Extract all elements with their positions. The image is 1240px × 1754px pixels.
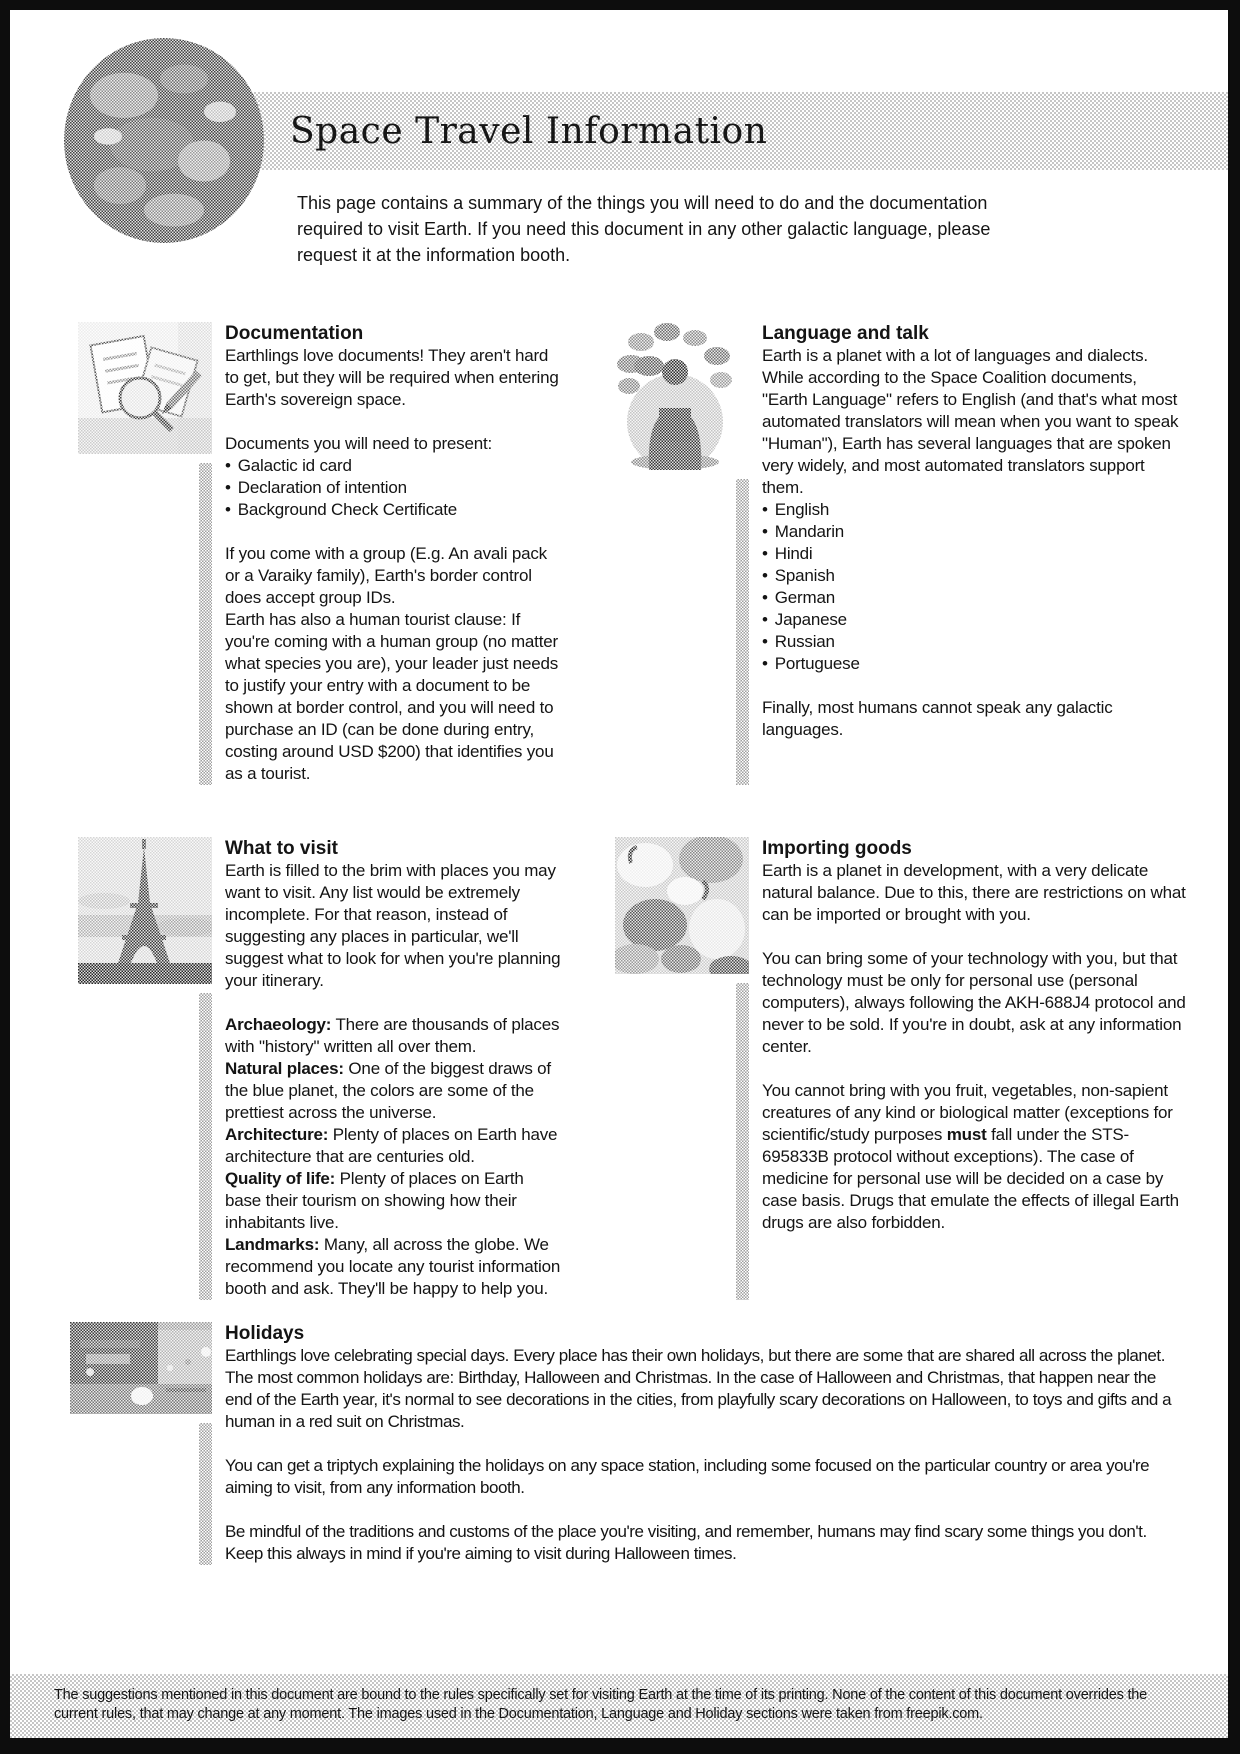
page-title: Space Travel Information	[290, 110, 768, 152]
visit-item	[225, 1234, 561, 1300]
paragraph: Earth is a planet in development, with a very delicate natural balance. Due to this, there are restrictions on what can be imported or brought with you.	[762, 861, 1186, 924]
list-item	[762, 499, 1186, 521]
paragraph: Earth is a planet with a lot of languages and dialects. While according to the Space Coalition documents, "Earth Language" refers to English (and that's what most automated translators will mean when you want to speak "Human"), Earth has several languages that are spoken very widely, and most automated translators support them.	[762, 346, 1179, 497]
visit-item	[225, 1014, 561, 1058]
dotted-strip	[736, 479, 749, 785]
section-holidays	[64, 1322, 1186, 1565]
documentation-rail	[64, 322, 212, 785]
visit-item	[225, 1168, 561, 1234]
list-item	[762, 565, 1186, 587]
eiffel-tower-photo	[78, 837, 212, 984]
paragraph: Finally, most humans cannot speak any galactic languages.	[762, 698, 1113, 739]
visit-item	[225, 1124, 561, 1168]
header	[64, 10, 1186, 322]
visit-item-text: Plenty of places on Earth base their tourism on showing how their inhabitants live.	[225, 1169, 524, 1232]
paragraph: Earth is filled to the brim with places you may want to visit. Any list would be extremely incomplete. For that reason, instead of suggesting any places in particular, we'll suggest what to look for when you're planning your itinerary.	[225, 861, 561, 990]
list-lead: Documents you will need to present:	[225, 434, 493, 453]
visit-content	[212, 837, 561, 1300]
list-item	[225, 499, 561, 521]
dotted-strip	[199, 1423, 212, 1565]
earth-photo	[64, 38, 264, 243]
dotted-strip	[199, 993, 212, 1300]
dotted-strip	[199, 463, 212, 785]
speech-bubbles-illustration	[615, 322, 735, 470]
holiday-street-photo	[70, 1322, 212, 1414]
holidays-rail	[64, 1322, 212, 1565]
list-item-text: • Portuguese	[774, 654, 860, 673]
paragraph: You can bring some of your technology with you, but that technology must be only for personal use (personal computers), always following the AKH-688J4 protocol and never to be sold. If you're in doubt, ask at any information center.	[762, 949, 1186, 1056]
documents-illustration	[78, 322, 212, 454]
section-heading: What to visit	[225, 838, 338, 859]
section-heading: Holidays	[225, 1323, 305, 1344]
documentation-content	[212, 322, 561, 785]
list-item-text: • Russian	[774, 632, 835, 651]
list-item-text: • Mandarin	[774, 522, 845, 541]
section-heading: Language and talk	[762, 323, 929, 344]
language-list	[762, 499, 1186, 675]
paragraph: Earthlings love documents! They aren't hard to get, but they will be required when entering Earth's sovereign space.	[225, 346, 559, 409]
produce-photo	[615, 837, 749, 974]
list-item	[762, 653, 1186, 675]
list-item-text: • Japanese	[774, 610, 847, 629]
list-item-text: • Background Check Certificate	[237, 500, 458, 519]
section-heading: Documentation	[225, 323, 364, 344]
dotted-strip	[736, 983, 749, 1300]
visit-item-label: Archaeology:	[225, 1015, 332, 1034]
list-item	[762, 587, 1186, 609]
list-item	[762, 631, 1186, 653]
visit-item-label: Quality of life:	[225, 1169, 336, 1188]
visit-item	[225, 1058, 561, 1124]
paragraph-run: You cannot bring with you fruit, vegetables, non-sapient creatures of any kind or biological matter (exceptions for scientific/study purposes	[762, 1081, 1173, 1144]
list-item	[762, 521, 1186, 543]
paragraph: Earth has also a human tourist clause: If you're coming with a human group (no matter what species you are), your leader just needs to justify your entry with a document to be shown at border control, and you will need to purchase an ID (can be done during entry, costing around USD $200) that identifies you as a tourist.	[225, 610, 559, 783]
sections-row-1	[64, 322, 1186, 785]
list-item-text: • German	[774, 588, 835, 607]
paragraph: You can get a triptych explaining the holidays on any space station, including some focused on the particular country or area you're aiming to visit, from any information booth.	[225, 1456, 1150, 1497]
paragraph	[762, 1080, 1186, 1234]
visit-item-text: One of the biggest draws of the blue planet, the colors are some of the prettiest across the universe.	[225, 1059, 551, 1122]
importing-content	[749, 837, 1186, 1300]
importing-rail	[601, 837, 749, 1300]
list-item	[225, 455, 561, 477]
visit-item-label: Natural places:	[225, 1059, 344, 1078]
footer-disclaimer	[10, 1674, 1228, 1738]
paragraph: If you come with a group (E.g. An avali pack or a Varaiky family), Earth's border control does accept group IDs.	[225, 544, 547, 607]
visit-rail	[64, 837, 212, 1300]
section-importing-goods	[601, 837, 1186, 1300]
visit-item-text: Plenty of places on Earth have architecture that are centuries old.	[225, 1125, 558, 1166]
list-item	[225, 477, 561, 499]
paragraph-bold-run: must	[946, 1125, 987, 1144]
list-item-text: • Galactic id card	[237, 456, 352, 475]
visit-item-label: Architecture:	[225, 1125, 329, 1144]
list-item-text: • Spanish	[774, 566, 835, 585]
footer-text: The suggestions mentioned in this document are bound to the rules specifically set for visiting Earth at the time of its printing. None of the content of this document overrides the current rules, that may change at any moment. The images used in the Documentation, Language and Holiday sections were taken from freepik.com.	[54, 1687, 1148, 1722]
intro-paragraph: This page contains a summary of the things you will need to do and the documentation required to visit Earth. If you need this document in any other galactic language, please request it at the information booth.	[297, 193, 991, 265]
holidays-content	[212, 1322, 1186, 1565]
section-what-to-visit	[64, 837, 561, 1300]
sections-row-2	[64, 837, 1186, 1300]
list-item-text: • English	[774, 500, 830, 519]
paragraph-run: fall under the STS-695833B protocol without exceptions). The case of medicine for personal use will be decided on a case by case basis. Drugs that emulate the effects of illegal Earth drugs are also forbidden.	[762, 1125, 1179, 1232]
list-item-text: • Declaration of intention	[237, 478, 407, 497]
paragraph: Be mindful of the traditions and customs of the place you're visiting, and remember, humans may find scary some things you don't. Keep this always in mind if you're aiming to visit during Halloween times.	[225, 1522, 1147, 1563]
section-heading: Importing goods	[762, 838, 912, 859]
language-rail	[601, 322, 749, 785]
title-banner	[140, 92, 1228, 170]
section-language	[601, 322, 1186, 785]
language-content	[749, 322, 1186, 785]
list-item-text: • Hindi	[774, 544, 813, 563]
list-item	[762, 609, 1186, 631]
paragraph: Earthlings love celebrating special days. Every place has their own holidays, but there are some that are shared all across the planet. The most common holidays are: Birthday, Halloween and Christmas. In the case of Halloween and Christmas, that happen near the end of the Earth year, it's normal to see decorations in the cities, from playfully scary decorations on Halloween, to toys and gifts and a human in a red suit on Christmas.	[225, 1346, 1172, 1431]
visit-item-text: There are thousands of places with "history" written all over them.	[225, 1015, 560, 1056]
visit-item-text: Many, all across the globe. We recommend you locate any tourist information booth and ask. They'll be happy to help you.	[225, 1235, 561, 1298]
visit-item-label: Landmarks:	[225, 1235, 320, 1254]
list-item	[762, 543, 1186, 565]
section-documentation	[64, 322, 561, 785]
